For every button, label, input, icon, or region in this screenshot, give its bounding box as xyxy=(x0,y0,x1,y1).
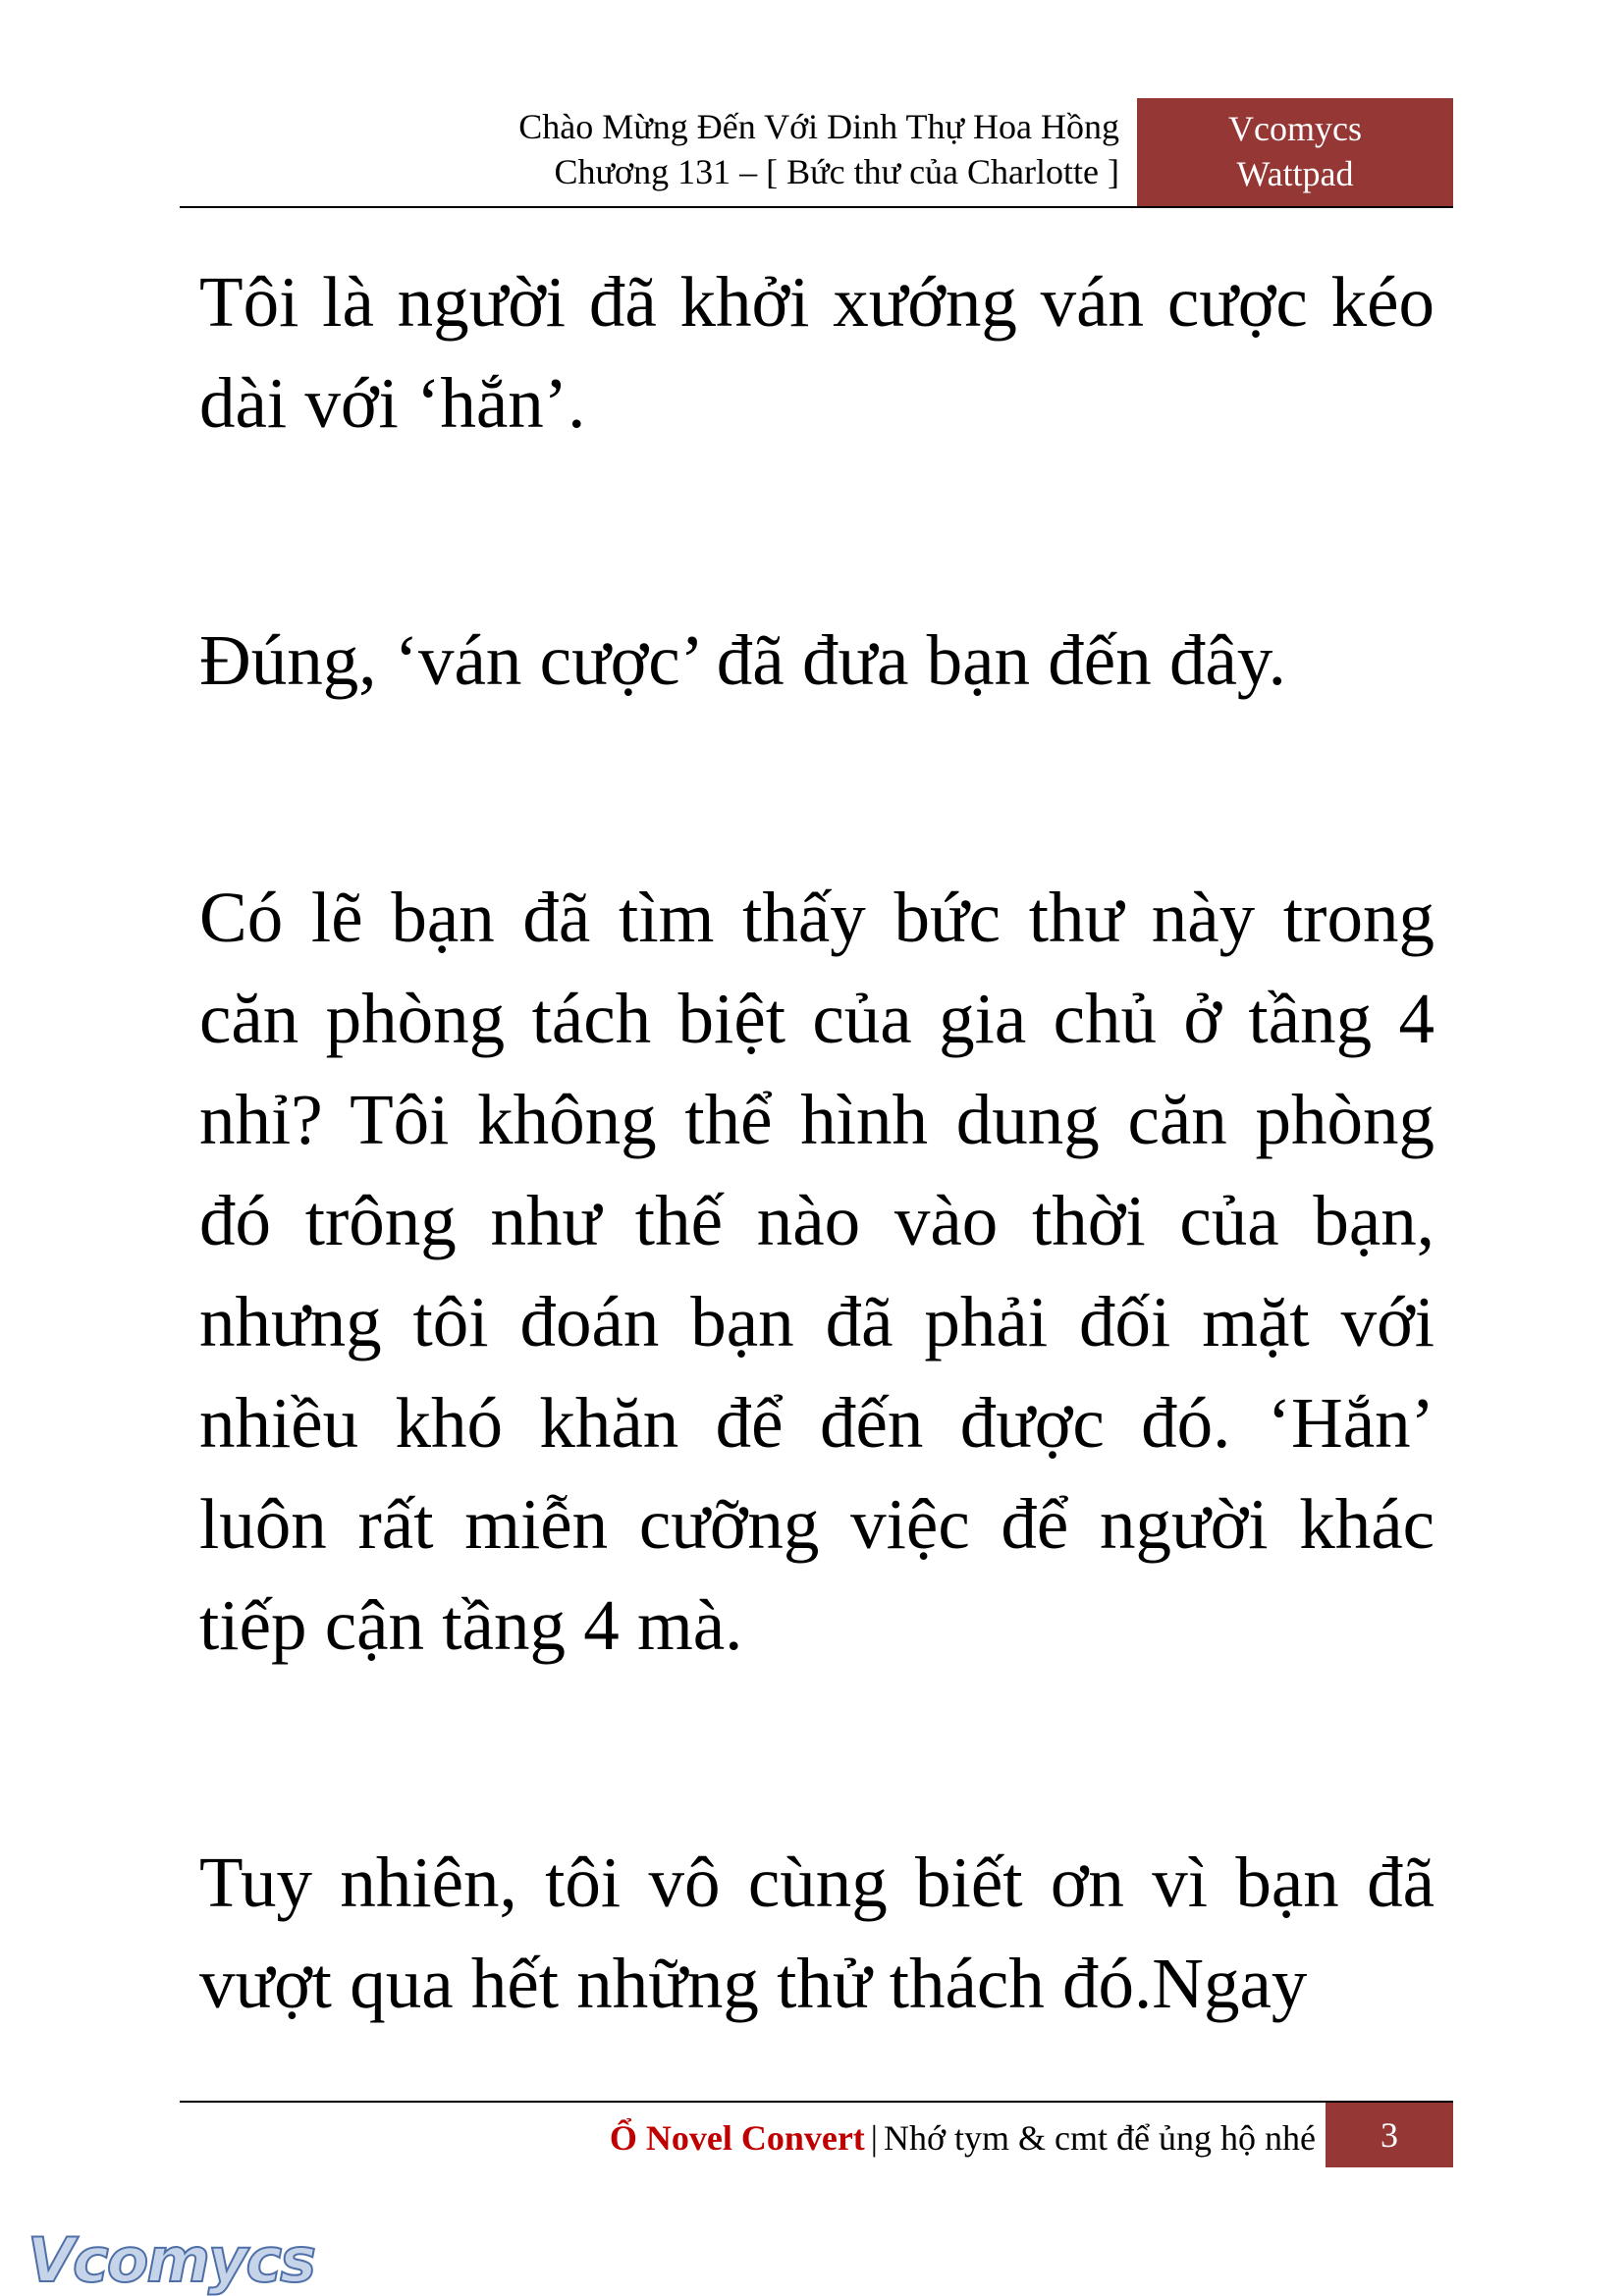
paragraph-1: Tôi là người đã khởi xướng ván cược kéo dài với ‘hắn’. xyxy=(199,262,1435,443)
brand-platform: Wattpad xyxy=(1236,154,1354,193)
brand-name: Vcomycs xyxy=(1228,109,1362,148)
footer-brand: Ổ Novel Convert xyxy=(609,2118,865,2158)
page-number: 3 xyxy=(1326,2103,1453,2167)
page-footer xyxy=(180,2101,1453,2169)
book-title: Chào Mừng Đến Với Dinh Thự Hoa Hồng xyxy=(518,107,1119,146)
footer-text xyxy=(610,2116,1316,2160)
paragraph-3: Có lẽ bạn đã tìm thấy bức thư này trong căn phòng tách biệt của gia chủ ở tầng 4 nhỉ? Tôi không thể hình dung căn phòng đó trông như thế nào vào thời của bạn, nhưng tôi đoán bạn đã phải đối mặt với nhiều khó khăn để đến được đó. ‘Hắn’ luôn rất miễn cưỡng việc để người khác tiếp cận tầng 4 mà. xyxy=(199,878,1435,1665)
footer-separator: | xyxy=(870,2118,879,2158)
paragraph-2: Đúng, ‘ván cược’ đã đưa bạn đến đây. xyxy=(199,620,1286,700)
header-brand-box xyxy=(1137,98,1453,206)
paragraph-4: Tuy nhiên, tôi vô cùng biết ơn vì bạn đã vượt qua hết những thử thách đó.Ngay xyxy=(199,1842,1435,2023)
header-titles xyxy=(518,104,1119,194)
chapter-title: Chương 131 – [ Bức thư của Charlotte ] xyxy=(554,152,1119,191)
footer-message: Nhớ tym & cmt để ủng hộ nhé xyxy=(884,2118,1316,2158)
chapter-body xyxy=(199,251,1435,2034)
watermark-logo: Vcomycs xyxy=(27,2224,315,2296)
page-header xyxy=(180,98,1453,208)
